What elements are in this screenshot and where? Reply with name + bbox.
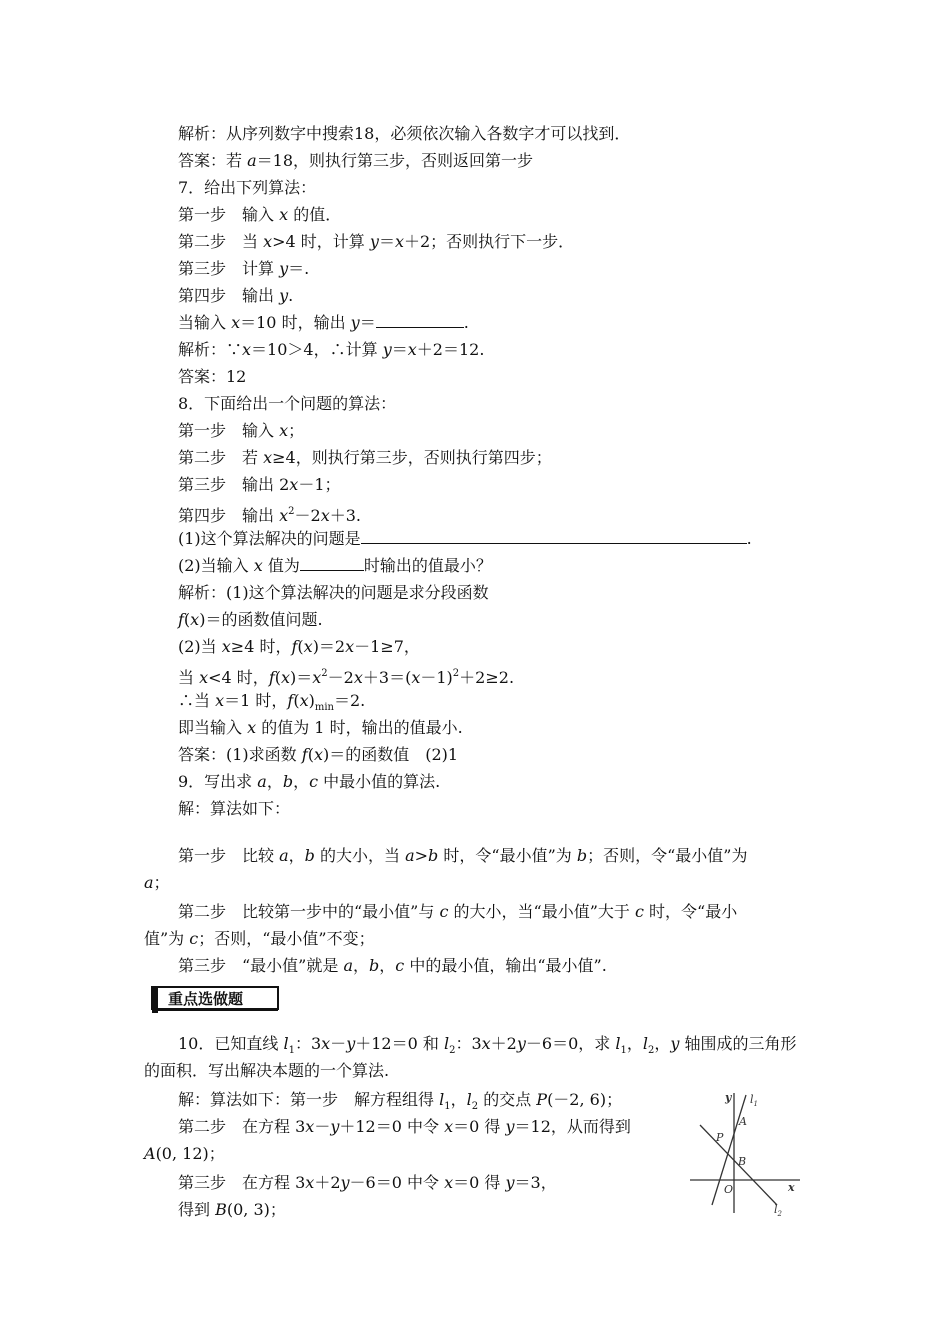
question-10-cont: 的面积．写出解决本题的一个算法.: [144, 1061, 390, 1080]
q9-step-2: 第二步 比较第一步中的“最小值”与 c 的大小，当“最小值”大于 c 时，令“最小: [178, 902, 738, 921]
section-badge: [150, 985, 282, 1015]
q7-step-2: 第二步 当 x>4 时，计算 y＝x＋2；否则执行下一步．: [178, 232, 575, 251]
q7-step-1: 第一步 输入 x 的值．: [178, 205, 342, 224]
q10-step-1: 解：算法如下：第一步 解方程组得 $l_1$，$l_2$ 的交点 P(－2, 6)；: [178, 1090, 623, 1112]
question-10-title: 10．已知直线 $l_1$：3x－y＋12＝0 和 $l_2$：3x＋2y－6＝0，求 $l_1$，$l_2$，y 轴围成的三角形: [178, 1034, 797, 1056]
q10-step-3-cont: 得到 B(0, 3)；: [178, 1200, 286, 1219]
badge-text: 重点选做题: [168, 990, 244, 1008]
x-axis-label: x: [788, 1181, 795, 1194]
q9-step-2-cont: 值”为 c；否则，“最小值”不变；: [144, 929, 375, 948]
q8-answer: 答案：(1)求函数 f(x)＝的函数值 (2)1: [178, 745, 459, 764]
answer-blank: [300, 556, 364, 571]
q9-step-3: 第三步 “最小值”就是 a，b，c 中的最小值，输出“最小值”.: [178, 956, 607, 975]
q7-question: 当输入 x＝10 时，输出 y＝ .: [178, 313, 469, 332]
line-l1-label: $l_1$: [750, 1093, 758, 1108]
q9-step-1: 第一步 比较 a，b 的大小，当 a>b 时，令“最小值”为 b；否则，令“最小值”为: [178, 846, 748, 865]
point-b-label: B: [738, 1155, 747, 1168]
point-a-label: A: [739, 1115, 747, 1128]
coordinate-figure: [682, 1085, 812, 1220]
question-9-title: 9．写出求 a，b，c 中最小值的算法.: [178, 772, 441, 791]
q8-step-2: 第二步 若 x≥4，则执行第三步，否则执行第四步；: [178, 448, 552, 467]
q8-analysis-function: f(x)＝的函数值问题.: [178, 610, 323, 629]
origin-label: O: [724, 1183, 734, 1196]
q8-analysis-conclusion: 即当输入 x 的值为 1 时，输出的值最小.: [178, 718, 463, 737]
badge-underline: [152, 1009, 278, 1011]
q8-analysis: 解析：(1)这个算法解决的问题是求分段函数: [178, 583, 489, 602]
q8-step-4: 第四步 输出 $x^2-2x+3$.: [178, 506, 361, 525]
q7-step-3: 第三步 计算 y＝.: [178, 259, 310, 278]
q8-analysis-min: ∴当 x＝1 时，$f(x)_{min}=2$.: [178, 691, 366, 713]
q10-step-2-cont: A(0, 12)；: [144, 1144, 225, 1163]
point-p-label: P: [716, 1131, 724, 1144]
q7-analysis: 解析：∵x＝10＞4，∴计算 y＝x＋2＝12.: [178, 340, 485, 359]
line-analysis-6: 解析：从序列数字中搜索18，必须依次输入各数字才可以找到．: [178, 124, 631, 143]
y-axis-label: y: [725, 1091, 732, 1104]
q8-step-3: 第三步 输出 2x－1；: [178, 475, 341, 494]
line-l2-label: $l_2$: [774, 1203, 782, 1218]
line-answer-6: 答案：若 a＝18，则执行第三步，否则返回第一步: [178, 151, 534, 170]
answer-blank: [376, 313, 464, 328]
q10-step-3: 第三步 在方程 3x＋2y－6＝0 中令 x＝0 得 y＝3，: [178, 1173, 557, 1192]
q10-step-2: 第二步 在方程 3x－y＋12＝0 中令 x＝0 得 y＝12，从而得到: [178, 1117, 631, 1136]
q9-step-1-cont: a；: [144, 873, 170, 892]
answer-blank: [361, 529, 747, 544]
question-8-title: 8．下面给出一个问题的算法：: [178, 394, 397, 413]
q8-sub-1: (1)这个算法解决的问题是 .: [178, 529, 752, 548]
q7-step-4: 第四步 输出 y.: [178, 286, 294, 305]
q8-analysis-case-2: 当 x<4 时，$f(x)=x^2-2x+3=(x-1)^2+2\ge 2$.: [178, 668, 515, 687]
question-7-title: 7．给出下列算法：: [178, 178, 317, 197]
q8-step-1: 第一步 输入 x；: [178, 421, 305, 440]
q7-answer: 答案：12: [178, 367, 247, 386]
q9-solution: 解：算法如下：: [178, 799, 291, 818]
q8-sub-2: (2)当输入 x 值为 时输出的值最小？: [178, 556, 492, 575]
q8-analysis-case-1: (2)当 x≥4 时，f(x)＝2x－1≥7，: [178, 637, 420, 656]
